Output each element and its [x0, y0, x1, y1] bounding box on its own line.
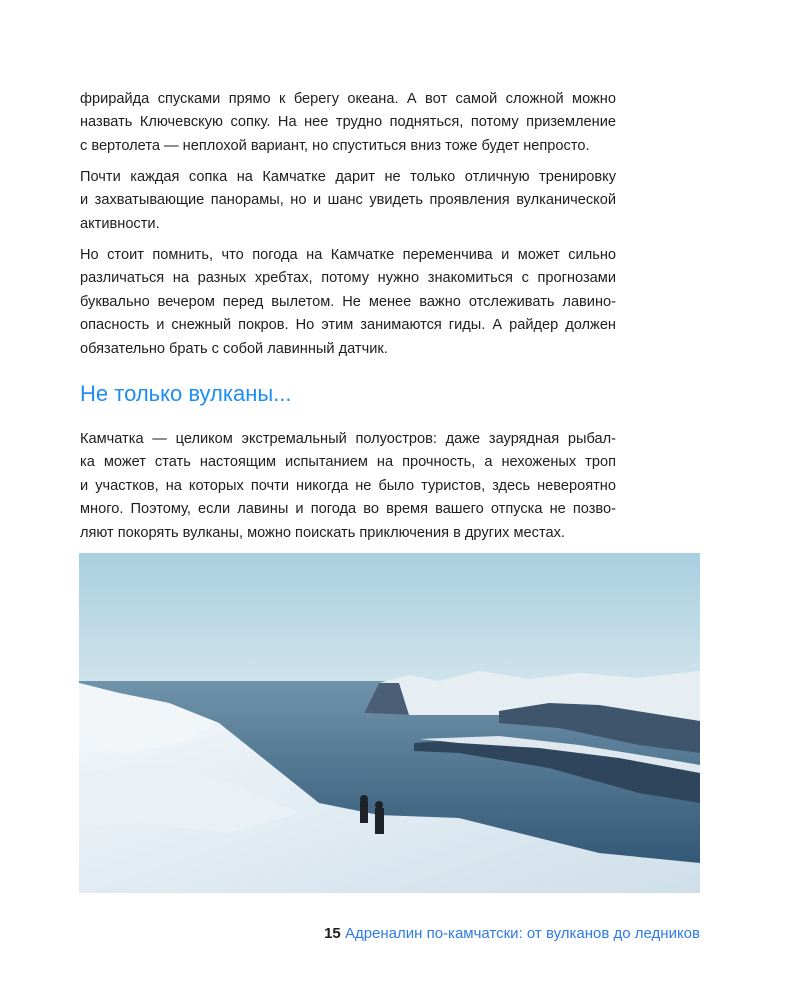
text-line: опасность и снежный покров. Но этим занимаются гиды. А райдер должен: [80, 317, 616, 334]
text-line: буквально вечером перед вылетом. Не менее важно отслеживать лавино-: [80, 293, 616, 310]
page-footer: [324, 925, 700, 942]
text-line: различаться на разных хребтах, потому нужно знакомиться с прогнозами: [80, 270, 616, 287]
text-line: фрирайда спусками прямо к берегу океана. А вот самой сложной можно: [80, 91, 616, 107]
text-line: с вертолета — неплохой вариант, но спуститься вниз тоже будет непросто.: [80, 137, 590, 154]
paragraph-2: [80, 166, 616, 236]
text-line: назвать Ключевскую сопку. На нее трудно подняться, потому приземление: [80, 114, 616, 131]
text-line: и захватывающие панорамы, но и шанс увидеть проявления вулканической: [80, 192, 616, 209]
page-number: 15: [324, 925, 341, 942]
text-line: ка может стать настоящим испытанием на прочность, а нехоженых троп: [80, 454, 616, 471]
section-heading: Не только вулканы...: [80, 381, 292, 406]
text-line: много. Поэтому, если лавины и погода во время вашего отпуска не позво-: [80, 501, 616, 518]
paragraph-4: [80, 428, 616, 545]
text-line: активности.: [80, 215, 160, 232]
paragraph-3: [80, 244, 616, 361]
kamchatka-photo: [79, 553, 700, 893]
text-line: обязательно брать с собой лавинный датчик.: [80, 340, 388, 357]
running-title: Адреналин по-камчатски: от вулканов до ледников: [344, 925, 700, 942]
text-line: Камчатка — целиком экстремальный полуостров: даже заурядная рыбал-: [80, 431, 616, 447]
text-line: ляют покорять вулканы, можно поискать приключения в других местах.: [80, 524, 565, 541]
text-line: Почти каждая сопка на Камчатке дарит не только отличную тренировку: [80, 169, 616, 185]
text-line: и участков, на которых почти никогда не было туристов, здесь невероятно: [80, 477, 616, 494]
paragraph-1: [80, 88, 616, 158]
text-line: Но стоит помнить, что погода на Камчатке переменчива и может сильно: [80, 247, 616, 263]
